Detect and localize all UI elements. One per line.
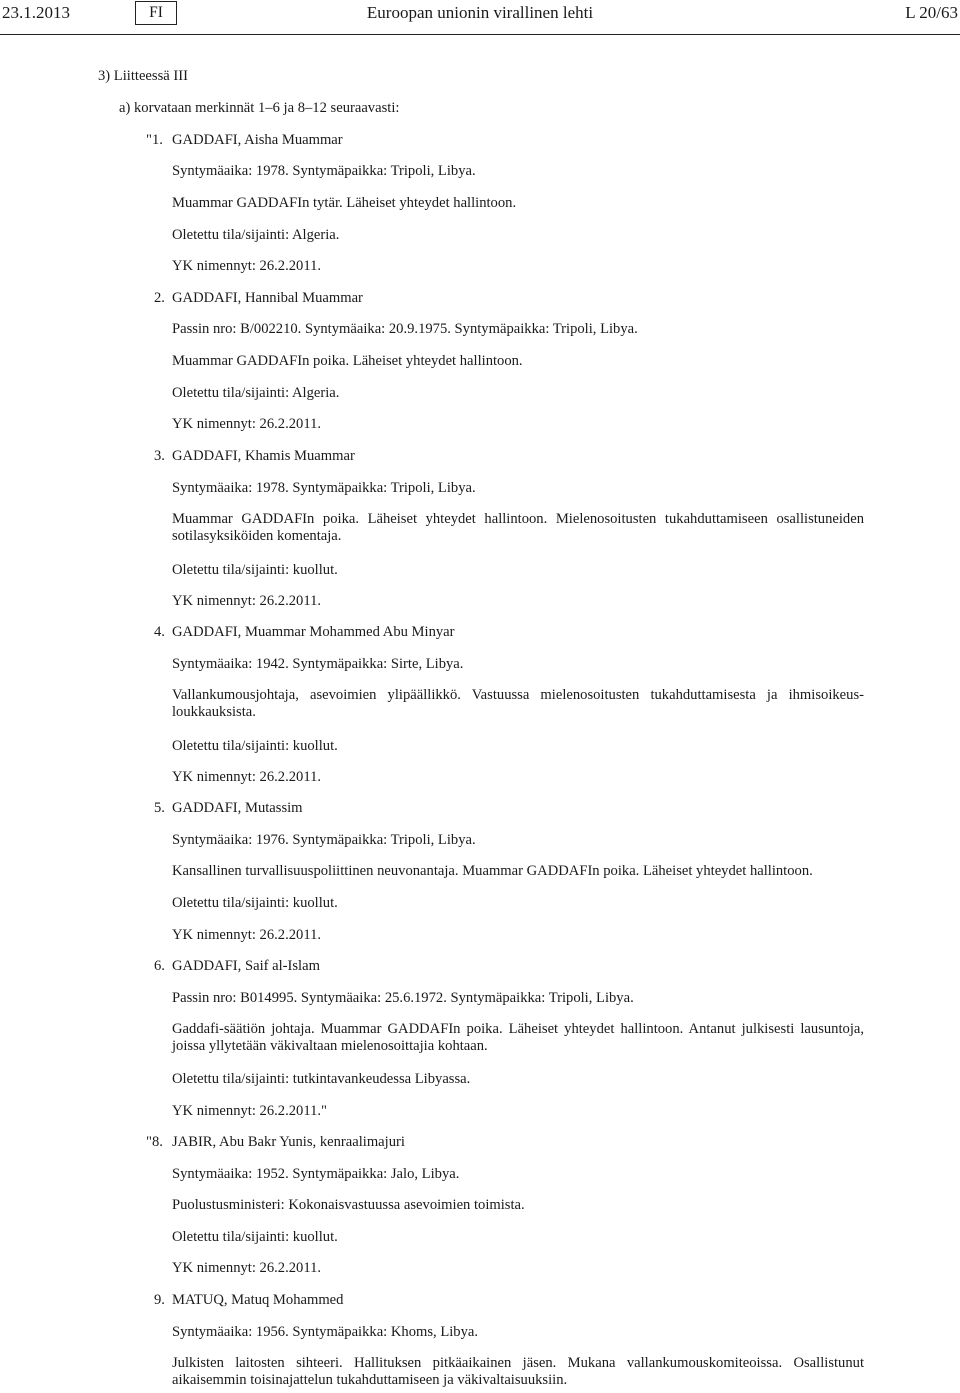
entry-number: "1. bbox=[146, 132, 163, 148]
entry-line: YK nimennyt: 26.2.2011. bbox=[172, 1260, 322, 1276]
entry-line: YK nimennyt: 26.2.2011. bbox=[172, 258, 322, 274]
entry-line: Oletettu tila/sijainti: Algeria. bbox=[172, 227, 340, 243]
entry-line: Muammar GADDAFIn poika. Läheiset yhteydet hallintoon. bbox=[172, 353, 523, 369]
entry-name: GADDAFI, Khamis Muammar bbox=[172, 448, 355, 464]
entry-line: Oletettu tila/sijainti: kuollut. bbox=[172, 1229, 338, 1245]
entry-name: GADDAFI, Aisha Muammar bbox=[172, 132, 343, 148]
entry-line: Puolustusministeri: Kokonaisvastuussa asevoimien toimista. bbox=[172, 1197, 525, 1213]
entry-line: YK nimennyt: 26.2.2011. bbox=[172, 769, 322, 785]
entry-line: YK nimennyt: 26.2.2011. bbox=[172, 593, 322, 609]
entry-line: Syntymäaika: 1956. Syntymäpaikka: Khoms, Libya. bbox=[172, 1324, 479, 1340]
entry-number: 4. bbox=[154, 624, 165, 640]
entry-name: GADDAFI, Hannibal Muammar bbox=[172, 290, 363, 306]
entry-name: GADDAFI, Muammar Mohammed Abu Minyar bbox=[172, 624, 455, 640]
page-header bbox=[0, 0, 960, 35]
language-badge: FI bbox=[135, 1, 177, 25]
entry-line: Oletettu tila/sijainti: kuollut. bbox=[172, 895, 338, 911]
entry-number: 6. bbox=[154, 958, 165, 974]
entry-line: YK nimennyt: 26.2.2011. bbox=[172, 927, 322, 943]
entry-name: GADDAFI, Mutassim bbox=[172, 800, 303, 816]
entry-line: YK nimennyt: 26.2.2011. bbox=[172, 416, 322, 432]
entry-line: Passin nro: B/002210. Syntymäaika: 20.9.1975. Syntymäpaikka: Tripoli, Libya. bbox=[172, 321, 638, 337]
entry-line: Syntymäaika: 1942. Syntymäpaikka: Sirte, Libya. bbox=[172, 656, 464, 672]
entry-line: Oletettu tila/sijainti: kuollut. bbox=[172, 738, 338, 754]
section-heading: 3) Liitteessä III bbox=[98, 68, 188, 84]
entry-line: Syntymäaika: 1978. Syntymäpaikka: Tripoli, Libya. bbox=[172, 480, 476, 496]
entry-line: Syntymäaika: 1978. Syntymäpaikka: Tripoli, Libya. bbox=[172, 163, 476, 179]
entry-line: Gaddafi-säätiön johtaja. Muammar GADDAFIn poika. Läheiset yhteydet hallintoon. Antanut julkisesti lausuntoja, joissa yllytetään väkivaltaan mielenosoittajia kohtaan. bbox=[172, 1021, 864, 1054]
entry-line: Oletettu tila/sijainti: Algeria. bbox=[172, 385, 340, 401]
entry-name: JABIR, Abu Bakr Yunis, kenraalimajuri bbox=[172, 1134, 405, 1150]
entry-line: Julkisten laitosten sihteeri. Hallituksen pitkäaikainen jäsen. Mukana vallankumouskomiteoissa. Osallistunut aikaisemmin toisinajattelun tukahduttamiseen ja väkivaltaisuuksiin. bbox=[172, 1355, 864, 1388]
entry-line: Passin nro: B014995. Syntymäaika: 25.6.1972. Syntymäpaikka: Tripoli, Libya. bbox=[172, 990, 634, 1006]
entry-number: 3. bbox=[154, 448, 165, 464]
entry-line: Syntymäaika: 1976. Syntymäpaikka: Tripoli, Libya. bbox=[172, 832, 476, 848]
entry-line: Muammar GADDAFIn tytär. Läheiset yhteydet hallintoon. bbox=[172, 195, 517, 211]
entry-line: Kansallinen turvallisuuspoliittinen neuvonantaja. Muammar GADDAFIn poika. Läheiset yhteydet hallintoon. bbox=[172, 863, 813, 879]
entry-name: GADDAFI, Saif al-Islam bbox=[172, 958, 320, 974]
subsection-heading: a) korvataan merkinnät 1–6 ja 8–12 seuraavasti: bbox=[119, 100, 400, 116]
entry-line: Syntymäaika: 1952. Syntymäpaikka: Jalo, Libya. bbox=[172, 1166, 460, 1182]
entry-line: YK nimennyt: 26.2.2011." bbox=[172, 1103, 327, 1119]
entry-line: Vallankumousjohtaja, asevoimien ylipäällikkö. Vastuussa mielenosoitusten tukahduttamisesta ja ihmisoikeusloukkauksista. bbox=[172, 687, 864, 720]
entry-number: 2. bbox=[154, 290, 165, 306]
header-title: Euroopan unionin virallinen lehti bbox=[366, 3, 594, 22]
entry-line: Oletettu tila/sijainti: kuollut. bbox=[172, 562, 338, 578]
entry-name: MATUQ, Matuq Mohammed bbox=[172, 1292, 344, 1308]
entry-number: 5. bbox=[154, 800, 165, 816]
entry-line: Muammar GADDAFIn poika. Läheiset yhteydet hallintoon. Mielenosoitusten tukahduttamiseen osallistuneiden sotilasyksiköiden komentaja. bbox=[172, 511, 864, 544]
entry-line: Oletettu tila/sijainti: tutkintavankeudessa Libyassa. bbox=[172, 1071, 471, 1087]
header-page-number: L 20/63 bbox=[905, 3, 958, 22]
entry-number: 9. bbox=[154, 1292, 165, 1308]
header-date: 23.1.2013 bbox=[2, 3, 70, 22]
entry-number: "8. bbox=[146, 1134, 163, 1150]
